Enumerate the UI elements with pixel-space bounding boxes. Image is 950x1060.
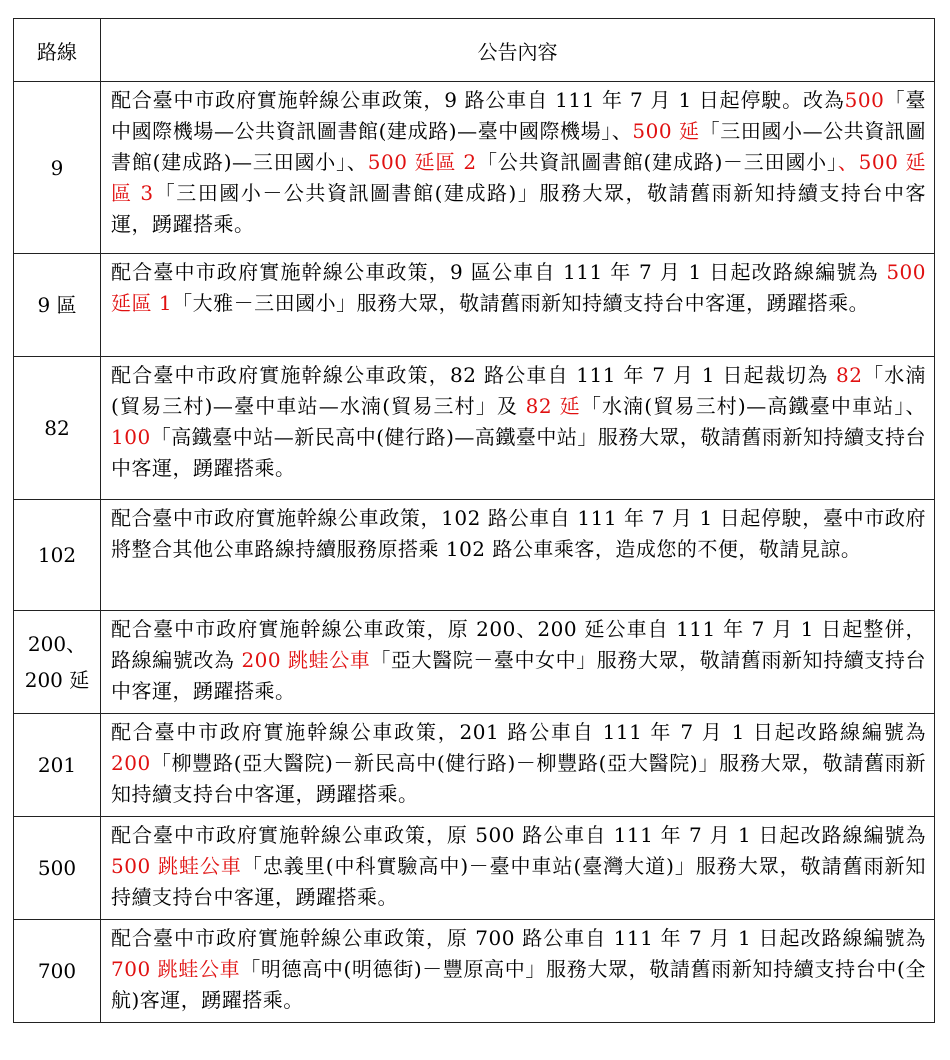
announcement-segment: 「明德高中(明德街)－豐原高中」服務大眾，敬請舊雨新知持續支持台中(全航)客運，踴躍搭乘。: [111, 957, 926, 1012]
table-row: [14, 817, 935, 920]
announcement-segment: 「三田國小—公共資訊圖書館(建成路)—三田國小」、: [111, 119, 927, 174]
new-route-highlight: 82 延: [525, 394, 581, 418]
content-column-header: 公告內容: [101, 19, 935, 82]
announcement-segment: 配合臺中市政府實施幹線公車政策，9 區公車自 111 年 7 月 1 日起改路線編號為: [111, 260, 887, 284]
announcement-segment: 「臺中國際機場—公共資訊圖書館(建成路)—臺中國際機場」、: [111, 88, 926, 143]
announcement-segment: 配合臺中市政府實施幹線公車政策，9 路公車自 111 年 7 月 1 日起停駛。改為: [111, 88, 845, 112]
route-column-header: 路線: [14, 19, 101, 82]
table-row: [14, 357, 935, 500]
announcement-text: [101, 611, 935, 714]
table-row: [14, 611, 935, 714]
announcement-text: [101, 500, 935, 611]
announcement-segment: 配合臺中市政府實施幹線公車政策，102 路公車自 111 年 7 月 1 日起停駛，臺中市政府將整合其他公車路線持續服務原搭乘 102 路公車乘客，造成您的不便，敬請見諒。: [111, 506, 926, 561]
new-route-highlight: 500 延區 2: [367, 150, 477, 174]
announcement-segment: 配合臺中市政府實施幹線公車政策，原 200、200 延公車自 111 年 7 月 1 日起整併，路線編號改為: [111, 617, 926, 672]
announcement-text: [101, 82, 935, 254]
announcement-segment: 「水湳(貿易三村)—臺中車站—水湳(貿易三村」及: [111, 363, 926, 418]
route-number-line: 200 延: [24, 668, 90, 692]
route-number: 82: [14, 357, 101, 500]
route-number: 201: [14, 714, 101, 817]
route-number: 9: [14, 82, 101, 254]
route-number: 102: [14, 500, 101, 611]
route-number: 9 區: [14, 254, 101, 357]
route-number-line: 200、: [27, 632, 87, 656]
announcement-text: [101, 254, 935, 357]
announcement-segment: 「大雅－三田國小」服務大眾，敬請舊雨新知持續支持台中客運，踴躍搭乘。: [172, 291, 870, 315]
table-row: [14, 920, 935, 1023]
new-route-highlight: 200: [111, 751, 151, 775]
table-row: [14, 500, 935, 611]
new-route-highlight: 500 延: [632, 119, 700, 143]
announcement-segment: 「公共資訊圖書館(建成路)－三田國小」: [476, 150, 838, 174]
announcement-segment: 「亞大醫院－臺中女中」服務大眾，敬請舊雨新知持續支持台中客運，踴躍搭乘。: [111, 648, 927, 703]
announcement-segment: 配合臺中市政府實施幹線公車政策，201 路公車自 111 年 7 月 1 日起改路線編號為: [111, 720, 926, 744]
header-row: [14, 19, 935, 82]
announcement-segment: 配合臺中市政府實施幹線公車政策，原 500 路公車自 111 年 7 月 1 日起改路線編號為: [111, 823, 926, 847]
announcement-segment: 「忠義里(中科實驗高中)－臺中車站(臺灣大道)」服務大眾，敬請舊雨新知持續支持台中客運，踴躍搭乘。: [111, 854, 926, 909]
new-route-highlight: 500: [844, 88, 885, 112]
announcement-segment: 「高鐵臺中站—新民高中(健行路)—高鐵臺中站」服務大眾，敬請舊雨新知持續支持台中客運，踴躍搭乘。: [111, 425, 926, 480]
table-row: [14, 254, 935, 357]
announcement-text: [101, 920, 935, 1023]
new-route-highlight: 200 跳蛙公車: [241, 648, 371, 672]
new-route-highlight: 500 延區 1: [111, 260, 926, 315]
new-route-highlight: 500 跳蛙公車: [111, 854, 242, 878]
table-row: [14, 714, 935, 817]
announcement-segment: 「三田國小－公共資訊圖書館(建成路)」服務大眾，敬請舊雨新知持續支持台中客運，踴躍搭乘。: [111, 181, 926, 236]
new-route-highlight: 700 跳蛙公車: [111, 957, 241, 981]
announcement-text: [101, 357, 935, 500]
table-row: [14, 82, 935, 254]
announcement-text: [101, 817, 935, 920]
announcement-segment: 「水湳(貿易三村)—高鐵臺中車站」、: [580, 394, 927, 418]
announcement-table: [13, 18, 935, 1023]
new-route-highlight: 、500 延區 3: [111, 150, 926, 205]
new-route-highlight: 82: [835, 363, 863, 387]
route-number: [14, 611, 101, 714]
announcement-segment: 配合臺中市政府實施幹線公車政策，原 700 路公車自 111 年 7 月 1 日起改路線編號為: [111, 926, 926, 950]
announcement-segment: 配合臺中市政府實施幹線公車政策，82 路公車自 111 年 7 月 1 日起裁切為: [111, 363, 836, 387]
route-number: 500: [14, 817, 101, 920]
route-number: 700: [14, 920, 101, 1023]
announcement-segment: 「柳豐路(亞大醫院)－新民高中(健行路)－柳豐路(亞大醫院)」服務大眾，敬請舊雨新知持續支持台中客運，踴躍搭乘。: [111, 751, 926, 806]
new-route-highlight: 100: [111, 425, 151, 449]
announcement-text: [101, 714, 935, 817]
